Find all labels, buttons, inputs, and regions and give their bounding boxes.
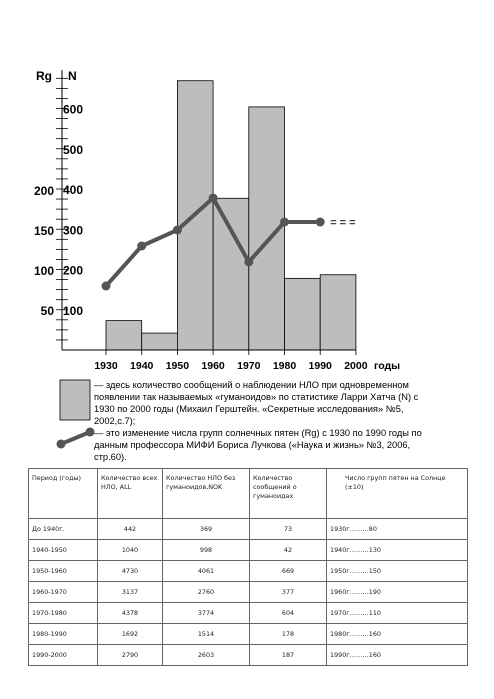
cell-period: 1970-1980 — [29, 603, 98, 624]
cell-nok: 998 — [163, 540, 250, 561]
sunspot-point — [280, 218, 289, 227]
cell-all: 442 — [98, 519, 163, 540]
n-tick-label: 200 — [63, 263, 84, 278]
table-row — [29, 624, 468, 645]
cell-humanoids: 187 — [250, 645, 327, 666]
table-header-row — [29, 469, 468, 519]
bar-1940-1950 — [142, 333, 178, 350]
header-humanoid-reports: Количество сообщений о гуманоидах — [250, 469, 327, 519]
table-row — [29, 603, 468, 624]
x-tick-label: 1980 — [272, 360, 297, 372]
table-row — [29, 582, 468, 603]
header-all-ufo: Количество всех НЛО, ALL — [98, 469, 163, 519]
bar-1930-1940 — [106, 321, 142, 350]
line-continuation-marks: = = = — [330, 217, 356, 229]
bar-1990-2000 — [320, 275, 356, 350]
n-tick-label: 600 — [63, 102, 84, 117]
data-table-container — [28, 468, 468, 664]
cell-nok: 1514 — [163, 624, 250, 645]
cell-all: 1040 — [98, 540, 163, 561]
legend-bars-text: — здесь количество сообщений о наблюдении НЛО при одновременном появлении так называемых «гуманоидов» по статистике Ларри Хатча (N) с 1930 по 2000 годы (Михаил Герштейн. «Секретные исследования» №5, 2002,с.7); — [94, 380, 419, 426]
cell-period: 1960-1970 — [29, 582, 98, 603]
cell-sunspots: 1940г………130 — [327, 540, 468, 561]
x-tick-label: 1940 — [130, 360, 154, 372]
n-tick-label: 500 — [63, 142, 84, 157]
sunspot-point — [244, 258, 253, 267]
cell-period: 1980-1990 — [29, 624, 98, 645]
cell-period: До 1940г. — [29, 519, 98, 540]
bar-1960-1970 — [213, 198, 249, 350]
cell-nok: 2760 — [163, 582, 250, 603]
cell-sunspots: 1930г………80 — [327, 519, 468, 540]
cell-humanoids: 73 — [250, 519, 327, 540]
legend-line-point — [57, 440, 66, 449]
x-tick-label: 1960 — [201, 360, 225, 372]
x-tick-label: 1950 — [165, 360, 190, 372]
cell-humanoids: 377 — [250, 582, 327, 603]
cell-humanoids: 42 — [250, 540, 327, 561]
cell-period: 1940-1950 — [29, 540, 98, 561]
rg-axis-label: Rg — [36, 69, 52, 83]
cell-sunspots: 1990г………160 — [327, 645, 468, 666]
x-tick-label: 2000 — [344, 360, 368, 372]
sunspot-point — [137, 242, 146, 251]
sunspot-point — [173, 226, 182, 235]
cell-all: 4730 — [98, 561, 163, 582]
header-sunspot-groups: Число групп пятен на Солнце (±10) — [327, 469, 468, 519]
cell-nok: 4061 — [163, 561, 250, 582]
cell-all: 3137 — [98, 582, 163, 603]
table-row — [29, 540, 468, 561]
rg-tick-label: 50 — [40, 304, 54, 318]
legend-line-text: — это изменение числа групп солнечных пятен (Rg) с 1930 по 1990 годы по данным профессора МИФИ Бориса Лучкова («Наука и жизнь» №3, 2006, стр.60). — [94, 428, 422, 462]
rg-tick-label: 150 — [33, 224, 54, 238]
rg-tick-label: 200 — [33, 184, 54, 198]
x-tick-label: 1990 — [308, 360, 332, 372]
cell-all: 2790 — [98, 645, 163, 666]
cell-period: 1950-1960 — [29, 561, 98, 582]
x-axis-unit-label: годы — [374, 360, 401, 372]
n-tick-label: 300 — [63, 223, 84, 238]
legend-line-swatch — [61, 432, 90, 444]
cell-sunspots: 1970г………110 — [327, 603, 468, 624]
sunspot-point — [316, 218, 325, 227]
sunspot-point — [102, 282, 111, 291]
cell-humanoids: 669 — [250, 561, 327, 582]
cell-sunspots: 1960г………190 — [327, 582, 468, 603]
rg-tick-label: 100 — [33, 264, 54, 278]
cell-period: 1990-2000 — [29, 645, 98, 666]
cell-sunspots: 1950г………150 — [327, 561, 468, 582]
data-table — [28, 468, 468, 666]
cell-sunspots: 1980г………160 — [327, 624, 468, 645]
table-row — [29, 645, 468, 666]
header-ufo-no-humanoids: Количество НЛО без гуманоидов,NOK — [163, 469, 250, 519]
x-tick-label: 1930 — [94, 360, 118, 372]
table-row — [29, 519, 468, 540]
n-tick-label: 400 — [63, 183, 84, 197]
legend-bar-swatch — [60, 380, 90, 420]
bar-1980-1990 — [285, 278, 321, 350]
cell-nok: 369 — [163, 519, 250, 540]
n-axis-label: N — [68, 69, 77, 83]
cell-nok: 3774 — [163, 603, 250, 624]
cell-humanoids: 604 — [250, 603, 327, 624]
cell-all: 4378 — [98, 603, 163, 624]
cell-nok: 2603 — [163, 645, 250, 666]
sunspot-point — [209, 194, 218, 203]
header-period: Период (годы) — [29, 469, 98, 519]
n-tick-label: 100 — [63, 303, 84, 318]
x-tick-label: 1970 — [237, 360, 261, 372]
cell-all: 1692 — [98, 624, 163, 645]
table-row — [29, 561, 468, 582]
cell-humanoids: 178 — [250, 624, 327, 645]
